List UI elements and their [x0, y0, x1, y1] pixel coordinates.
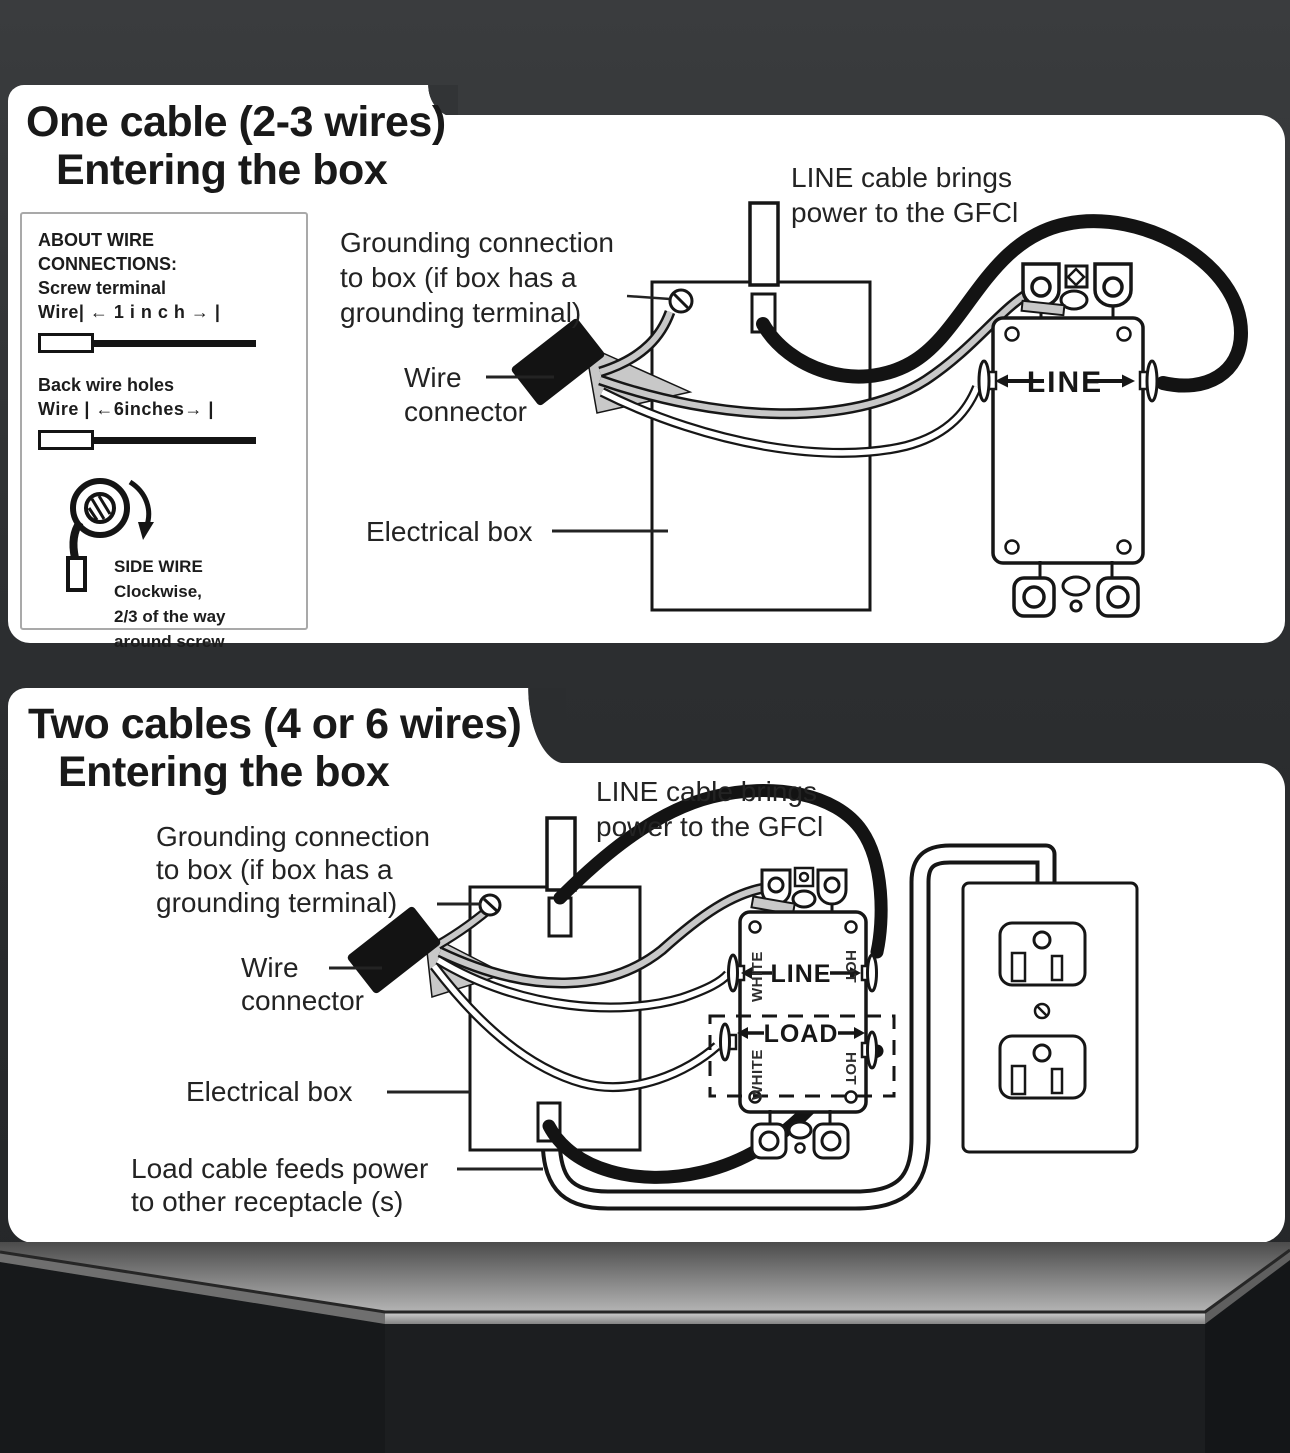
- screw-terminal-measure: Wire| ← 1 i n c h → |: [38, 302, 221, 322]
- side-wire-line: 2/3 of the way: [114, 607, 226, 626]
- two-cables-wiring-diagram: [100, 763, 1285, 1243]
- about-heading: ABOUT WIRE CONNECTIONS:: [38, 230, 177, 274]
- line-cable-label-line2: power to the GFCl: [791, 197, 1019, 228]
- mount-hole: [1118, 541, 1131, 554]
- line-text: LINE: [1026, 366, 1104, 399]
- load-text: LOAD: [763, 1020, 839, 1048]
- wire-insulation-icon: [38, 430, 94, 450]
- mount-hole: [846, 1092, 857, 1103]
- white-terminal-label-top: WHITE: [749, 951, 766, 1002]
- back-wire-holes-label: Back wire holes: [38, 375, 175, 395]
- line-cable-label-line1: LINE cable brings: [596, 776, 818, 807]
- grounding-label-line2: to box (if box has a: [340, 262, 577, 293]
- gfci-device-body: [993, 318, 1143, 563]
- grounding-label-line2: to box (if box has a: [156, 854, 393, 885]
- wire-connector-cap: [346, 905, 442, 995]
- bare-wire-icon: [94, 437, 256, 444]
- load-cable-label-line2: to other receptacle (s): [131, 1186, 404, 1217]
- mount-hole: [750, 922, 761, 933]
- other-receptacle: [963, 883, 1137, 1152]
- gfci-top-terminals: [1022, 264, 1131, 320]
- stripped-wire-graphic-6inches: [38, 430, 292, 450]
- cable-sheath-top: [750, 203, 778, 285]
- stripped-wire-graphic-1inch: [38, 333, 292, 353]
- table-front-face: [385, 1324, 1205, 1453]
- mount-hole: [1006, 328, 1019, 341]
- grounding-label-line1: Grounding connection: [340, 227, 614, 258]
- section1-title-line2: Entering the box: [56, 146, 388, 194]
- section1-title-line1: One cable (2-3 wires): [26, 98, 446, 146]
- electrical-box-label: Electrical box: [366, 516, 533, 547]
- side-wire-line: Clockwise,: [114, 582, 202, 601]
- electrical-box-label: Electrical box: [186, 1076, 353, 1107]
- wire-connector-label-line1: Wire: [404, 362, 462, 393]
- grounding-label-line1: Grounding connection: [156, 821, 430, 852]
- grounding-label-line3: grounding terminal): [340, 297, 582, 328]
- bare-wire-icon: [94, 340, 256, 347]
- white-terminal-label-bottom: WHITE: [749, 1049, 766, 1100]
- section2-title-line1: Two cables (4 or 6 wires): [28, 700, 522, 748]
- hot-terminal-label-bottom: HOT: [842, 1052, 859, 1086]
- line-cable-label-line2: power to the GFCl: [596, 811, 824, 842]
- section2-panel-tab-curve: [528, 688, 566, 764]
- mount-hole: [846, 922, 857, 933]
- gfci-bottom-terminals: [1014, 561, 1138, 616]
- hot-terminal-label-top: HOT: [842, 950, 859, 984]
- about-wire-connections-box: [20, 212, 308, 651]
- wire-connector-label-line2: connector: [241, 985, 364, 1016]
- grounding-screw: [480, 895, 500, 915]
- mount-hole: [1006, 541, 1019, 554]
- grounding-screw: [670, 290, 692, 312]
- side-wire-line: around screw: [114, 632, 225, 651]
- grounding-label-line3: grounding terminal): [156, 887, 398, 918]
- wire-connector-label-line2: connector: [404, 396, 527, 427]
- section2-title-line2: Entering the box: [58, 748, 390, 796]
- table-edge-highlight: [385, 1312, 1205, 1324]
- screw-terminal-label: Screw terminal: [38, 278, 167, 298]
- one-cable-wiring-diagram: [330, 85, 1285, 643]
- line-text: LINE: [770, 960, 832, 988]
- mount-hole: [1118, 328, 1131, 341]
- table-edge-background: [0, 1242, 1290, 1453]
- side-wire-instruction: [38, 470, 292, 651]
- wire-insulation-icon: [38, 333, 94, 353]
- side-wire-line: SIDE WIRE: [114, 557, 203, 576]
- side-wire-text: [114, 554, 225, 654]
- gfci-top-terminals: [751, 868, 846, 915]
- back-wire-measure: Wire | ←6inches→ |: [38, 399, 214, 419]
- load-cable-label-line1: Load cable feeds power: [131, 1153, 429, 1184]
- line-cable-label-line1: LINE cable brings: [791, 162, 1013, 193]
- wire-connector-label-line1: Wire: [241, 952, 299, 983]
- wire-connector-cap: [510, 317, 606, 407]
